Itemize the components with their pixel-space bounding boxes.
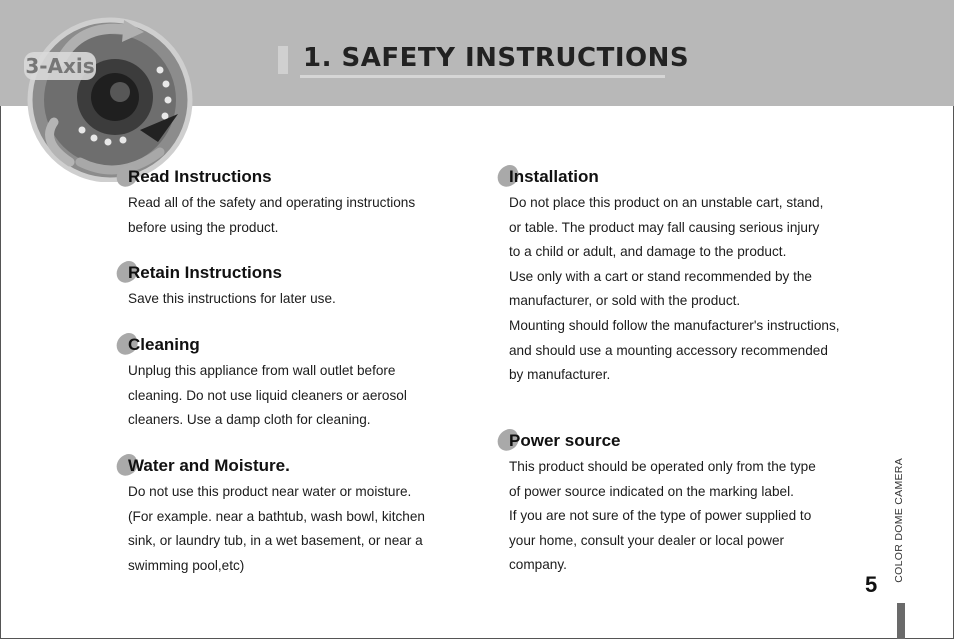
page-number: 5	[865, 572, 878, 597]
title-underline	[300, 75, 665, 78]
section-body: Read all of the safety and operating instructions before using the product.	[128, 195, 416, 235]
section-heading: Read Instructions	[128, 166, 458, 188]
section-heading: Retain Instructions	[128, 262, 458, 284]
side-tab-bar	[897, 603, 905, 639]
section-body: Unplug this appliance from wall outlet before cleaning. Do not use liquid cleaners or aerosol cleaners. Use a damp cloth for cleaning.	[128, 363, 407, 427]
section-installation	[509, 166, 869, 388]
page-title: 1. SAFETY INSTRUCTIONS	[303, 43, 690, 73]
section-body: Do not use this product near water or moisture. (For example. near a bathtub, wash bowl, kitchen sink, or laundry tub, in a wet basement, or near a swimming pool,etc)	[128, 484, 425, 573]
section-body: This product should be operated only from the type of power source indicated on the marking label. If you are not sure of the type of power supplied to your home, consult your dealer or local power company.	[509, 459, 816, 572]
section-heading: Power source	[509, 430, 869, 452]
side-product-label: COLOR DOME CAMERA	[893, 458, 905, 583]
logo-text: 3-Axis	[25, 54, 95, 78]
section-body: Do not place this product on an unstable cart, stand, or table. The product may fall causing serious injury to a child or adult, and damage to the product. Use only with a cart or stand recommended by the manufacturer, or sold with the product. Mounting should follow the manufacturer's instructions, and should use a mounting accessory recommended by manufacturer.	[509, 195, 840, 383]
section-heading: Cleaning	[128, 334, 458, 356]
section-body: Save this instructions for later use.	[128, 291, 336, 306]
section-water-moisture	[128, 455, 468, 578]
section-cleaning	[128, 334, 458, 433]
camera-logo-icon	[20, 12, 200, 182]
section-heading: Water and Moisture.	[128, 455, 468, 477]
section-heading: Installation	[509, 166, 869, 188]
header-tab-mark	[278, 46, 288, 74]
section-power-source	[509, 430, 869, 578]
section-retain-instructions	[128, 262, 458, 312]
section-read-instructions	[128, 166, 458, 240]
